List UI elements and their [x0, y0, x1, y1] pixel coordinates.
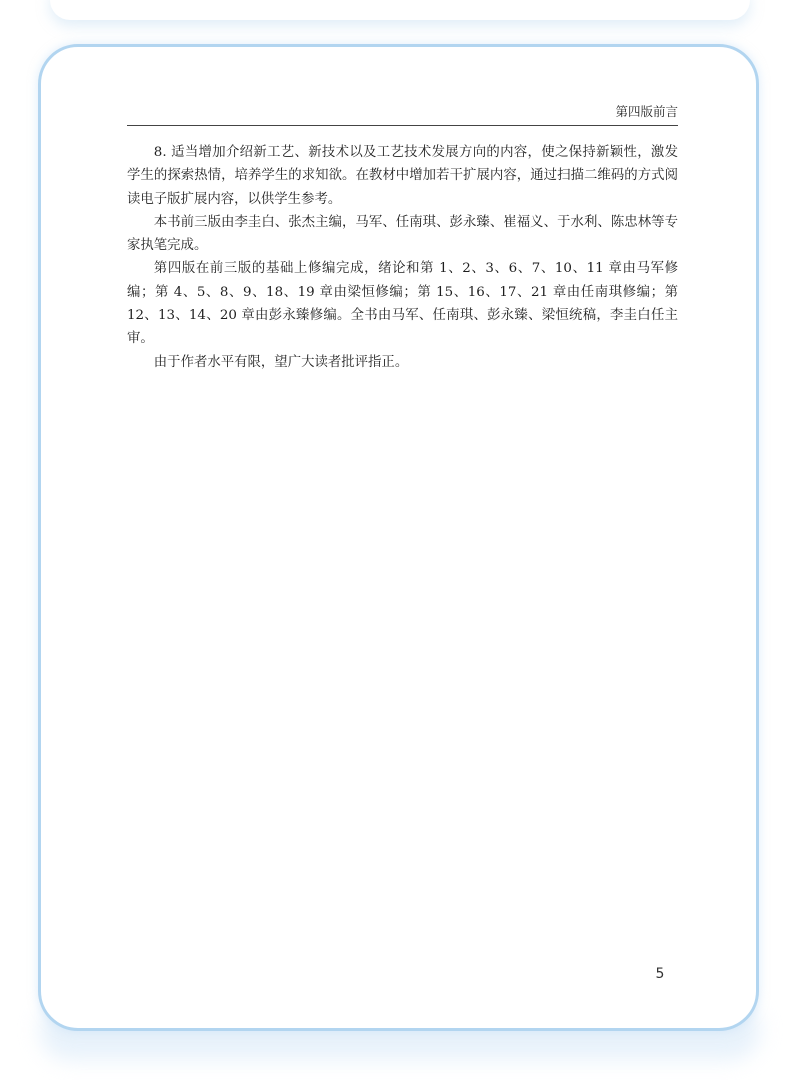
- paragraph: 第四版在前三版的基础上修编完成，绪论和第 1、2、3、6、7、10、11 章由马军修编；第 4、5、8、9、18、19 章由梁恒修编；第 15、16、17、21 章由任南琪修编；第 12、13、14、20 章由彭永臻修编。全书由马军、任南琪、彭永臻、梁恒统稿，李圭白任主审。: [127, 261, 678, 347]
- top-shadow-decoration: [50, 0, 750, 20]
- preface-body: [127, 141, 678, 374]
- paragraph: 8. 适当增加介绍新工艺、新技术以及工艺技术发展方向的内容，使之保持新颖性，激发学生的探索热情，培养学生的求知欲。在教材中增加若干扩展内容，通过扫描二维码的方式阅读电子版扩展内容，以供学生参考。: [127, 145, 678, 207]
- paragraph: 本书前三版由李圭白、张杰主编，马军、任南琪、彭永臻、崔福义、于水利、陈忠林等专家执笔完成。: [127, 214, 678, 254]
- page-number: 5: [655, 966, 665, 982]
- paragraph: 由于作者水平有限，望广大读者批评指正。: [153, 354, 409, 370]
- running-header-title: 第四版前言: [615, 104, 678, 119]
- running-header: [127, 103, 678, 126]
